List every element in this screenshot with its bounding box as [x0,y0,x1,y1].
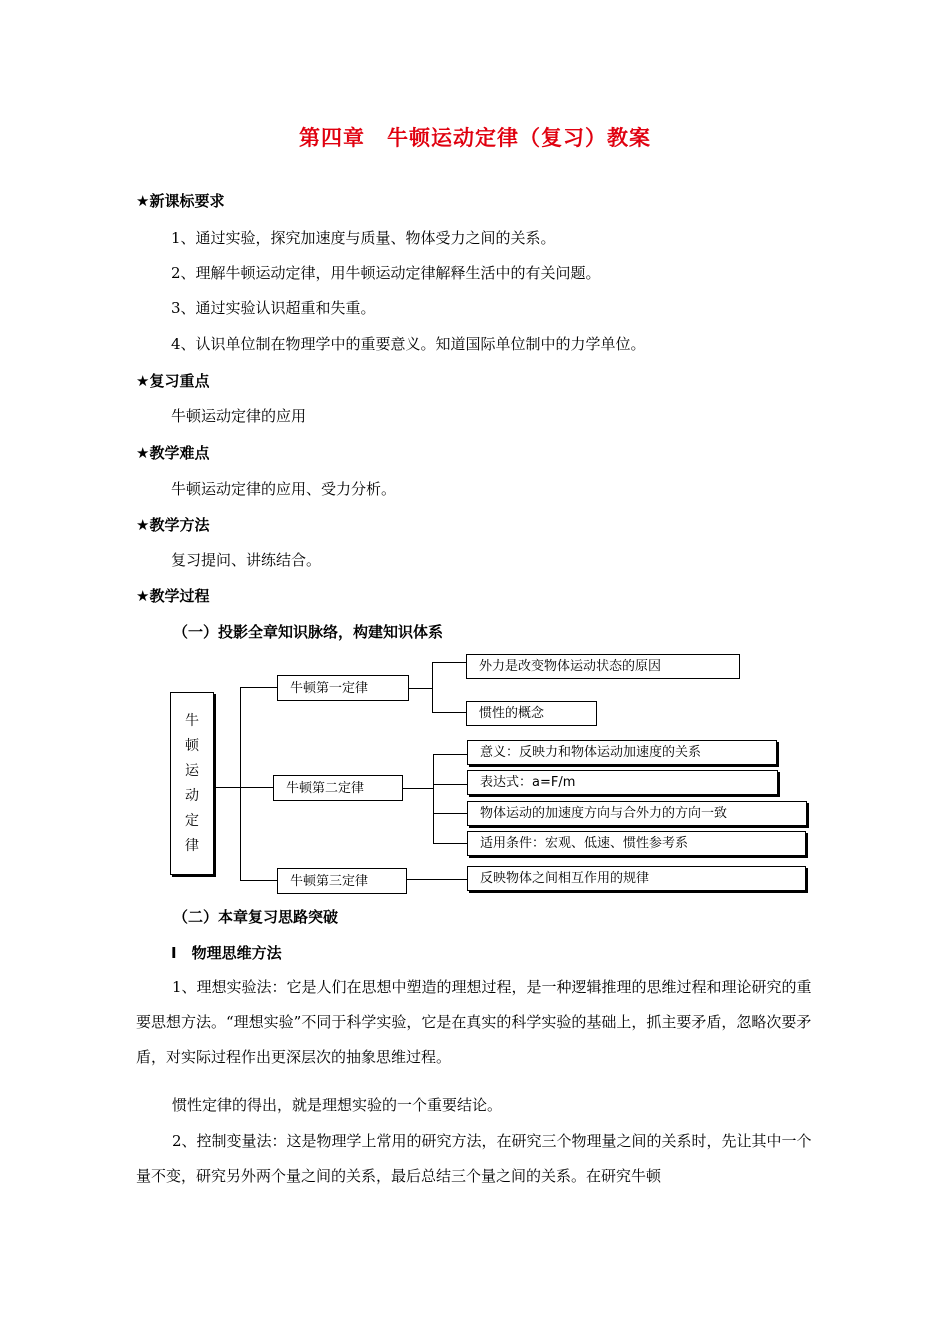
law1-item-text: 外力是改变物体运动状态的原因 [479,659,662,674]
law3-label: 牛顿第三定律 [290,873,369,889]
law2-item-box [467,740,777,765]
law2-item-text: 意义：反映力和物体运动加速度的关系 [480,745,702,760]
difficulty-heading: ★教学难点 [136,444,210,462]
law1-item-box [466,654,740,679]
requirement-item-3: 3、通过实验认识超重和失重。 [171,299,376,317]
diagram-root-box [170,692,214,875]
connector-line [433,843,467,844]
connector-line [240,687,241,881]
connector-line [432,662,433,713]
root-char: 牛 [185,712,199,729]
law1-item-text: 惯性的概念 [479,706,545,721]
connector-line [407,879,467,880]
law1-item-box [466,701,597,726]
law3-item-box [467,866,806,891]
page-title: 第四章 牛顿运动定律（复习）教案 [299,126,651,150]
body-paragraph-text: 2、控制变量法：这是物理学上常用的研究方法，在研究三个物理量之间的关系时，先让其中一个量不变，研究另外两个量之间的关系，最后总结三个量之间的关系。在研究牛顿 [136,1132,812,1185]
requirements-heading: ★新课标要求 [136,192,225,210]
requirement-item-2: 2、理解牛顿运动定律，用牛顿运动定律解释生活中的有关问题。 [171,264,601,282]
connector-line [433,784,467,785]
body-paragraph-2 [136,1088,816,1123]
root-char: 动 [185,787,199,804]
body-paragraph-3 [136,1124,816,1194]
connector-line [433,754,434,844]
connector-line [433,754,467,755]
law2-label: 牛顿第二定律 [286,780,365,796]
law1-box [277,675,409,701]
root-char: 定 [185,812,199,829]
law3-item-text: 反映物体之间相互作用的规律 [480,871,650,886]
connector-line [240,880,277,881]
connector-line [403,788,434,789]
law2-item-text: 物体运动的加速度方向与合外力的方向一致 [480,806,728,821]
law1-label: 牛顿第一定律 [290,680,369,696]
method-heading: ★教学方法 [136,516,210,534]
law2-box [273,775,403,801]
process-part-3: Ⅰ 物理思维方法 [171,944,282,962]
connector-line [240,687,277,688]
law2-item-box [467,770,778,795]
root-char: 运 [185,762,199,779]
law2-item-text: 表达式：a=F/m [480,775,576,790]
law2-item-text: 适用条件：宏观、低速、惯性参考系 [480,836,689,851]
difficulty-text: 牛顿运动定律的应用、受力分析。 [171,480,397,498]
body-paragraph-1 [136,970,816,1075]
body-paragraph-text: 惯性定律的得出，就是理想实验的一个重要结论。 [172,1096,503,1114]
connector-line [432,662,466,663]
process-part-2: （二）本章复习思路突破 [173,908,339,926]
connector-line [215,787,241,788]
root-char: 律 [185,837,199,854]
connector-line [432,712,466,713]
connector-line [409,688,433,689]
law2-item-box [467,831,806,856]
focus-text: 牛顿运动定律的应用 [171,407,307,425]
method-text: 复习提问、讲练结合。 [171,551,322,569]
body-paragraph-text: 1、理想实验法：它是人们在思想中塑造的理想过程，是一种逻辑推理的思维过程和理论研究的重要思想方法。“理想实验”不同于科学实验，它是在真实的科学实验的基础上，抓主要矛盾，忽略次要矛盾，对实际过程作出更深层次的抽象思维过程。 [136,978,812,1066]
law2-item-box [467,801,807,826]
connector-line [240,787,273,788]
law3-box [277,868,407,894]
focus-heading: ★复习重点 [136,372,210,390]
root-char: 顿 [185,737,199,754]
process-heading: ★教学过程 [136,587,210,605]
requirement-item-1: 1、通过实验，探究加速度与质量、物体受力之间的关系。 [171,229,556,247]
process-part-1: （一）投影全章知识脉络，构建知识体系 [173,623,444,641]
requirement-item-4: 4、认识单位制在物理学中的重要意义。知道国际单位制中的力学单位。 [171,335,646,353]
connector-line [433,813,467,814]
